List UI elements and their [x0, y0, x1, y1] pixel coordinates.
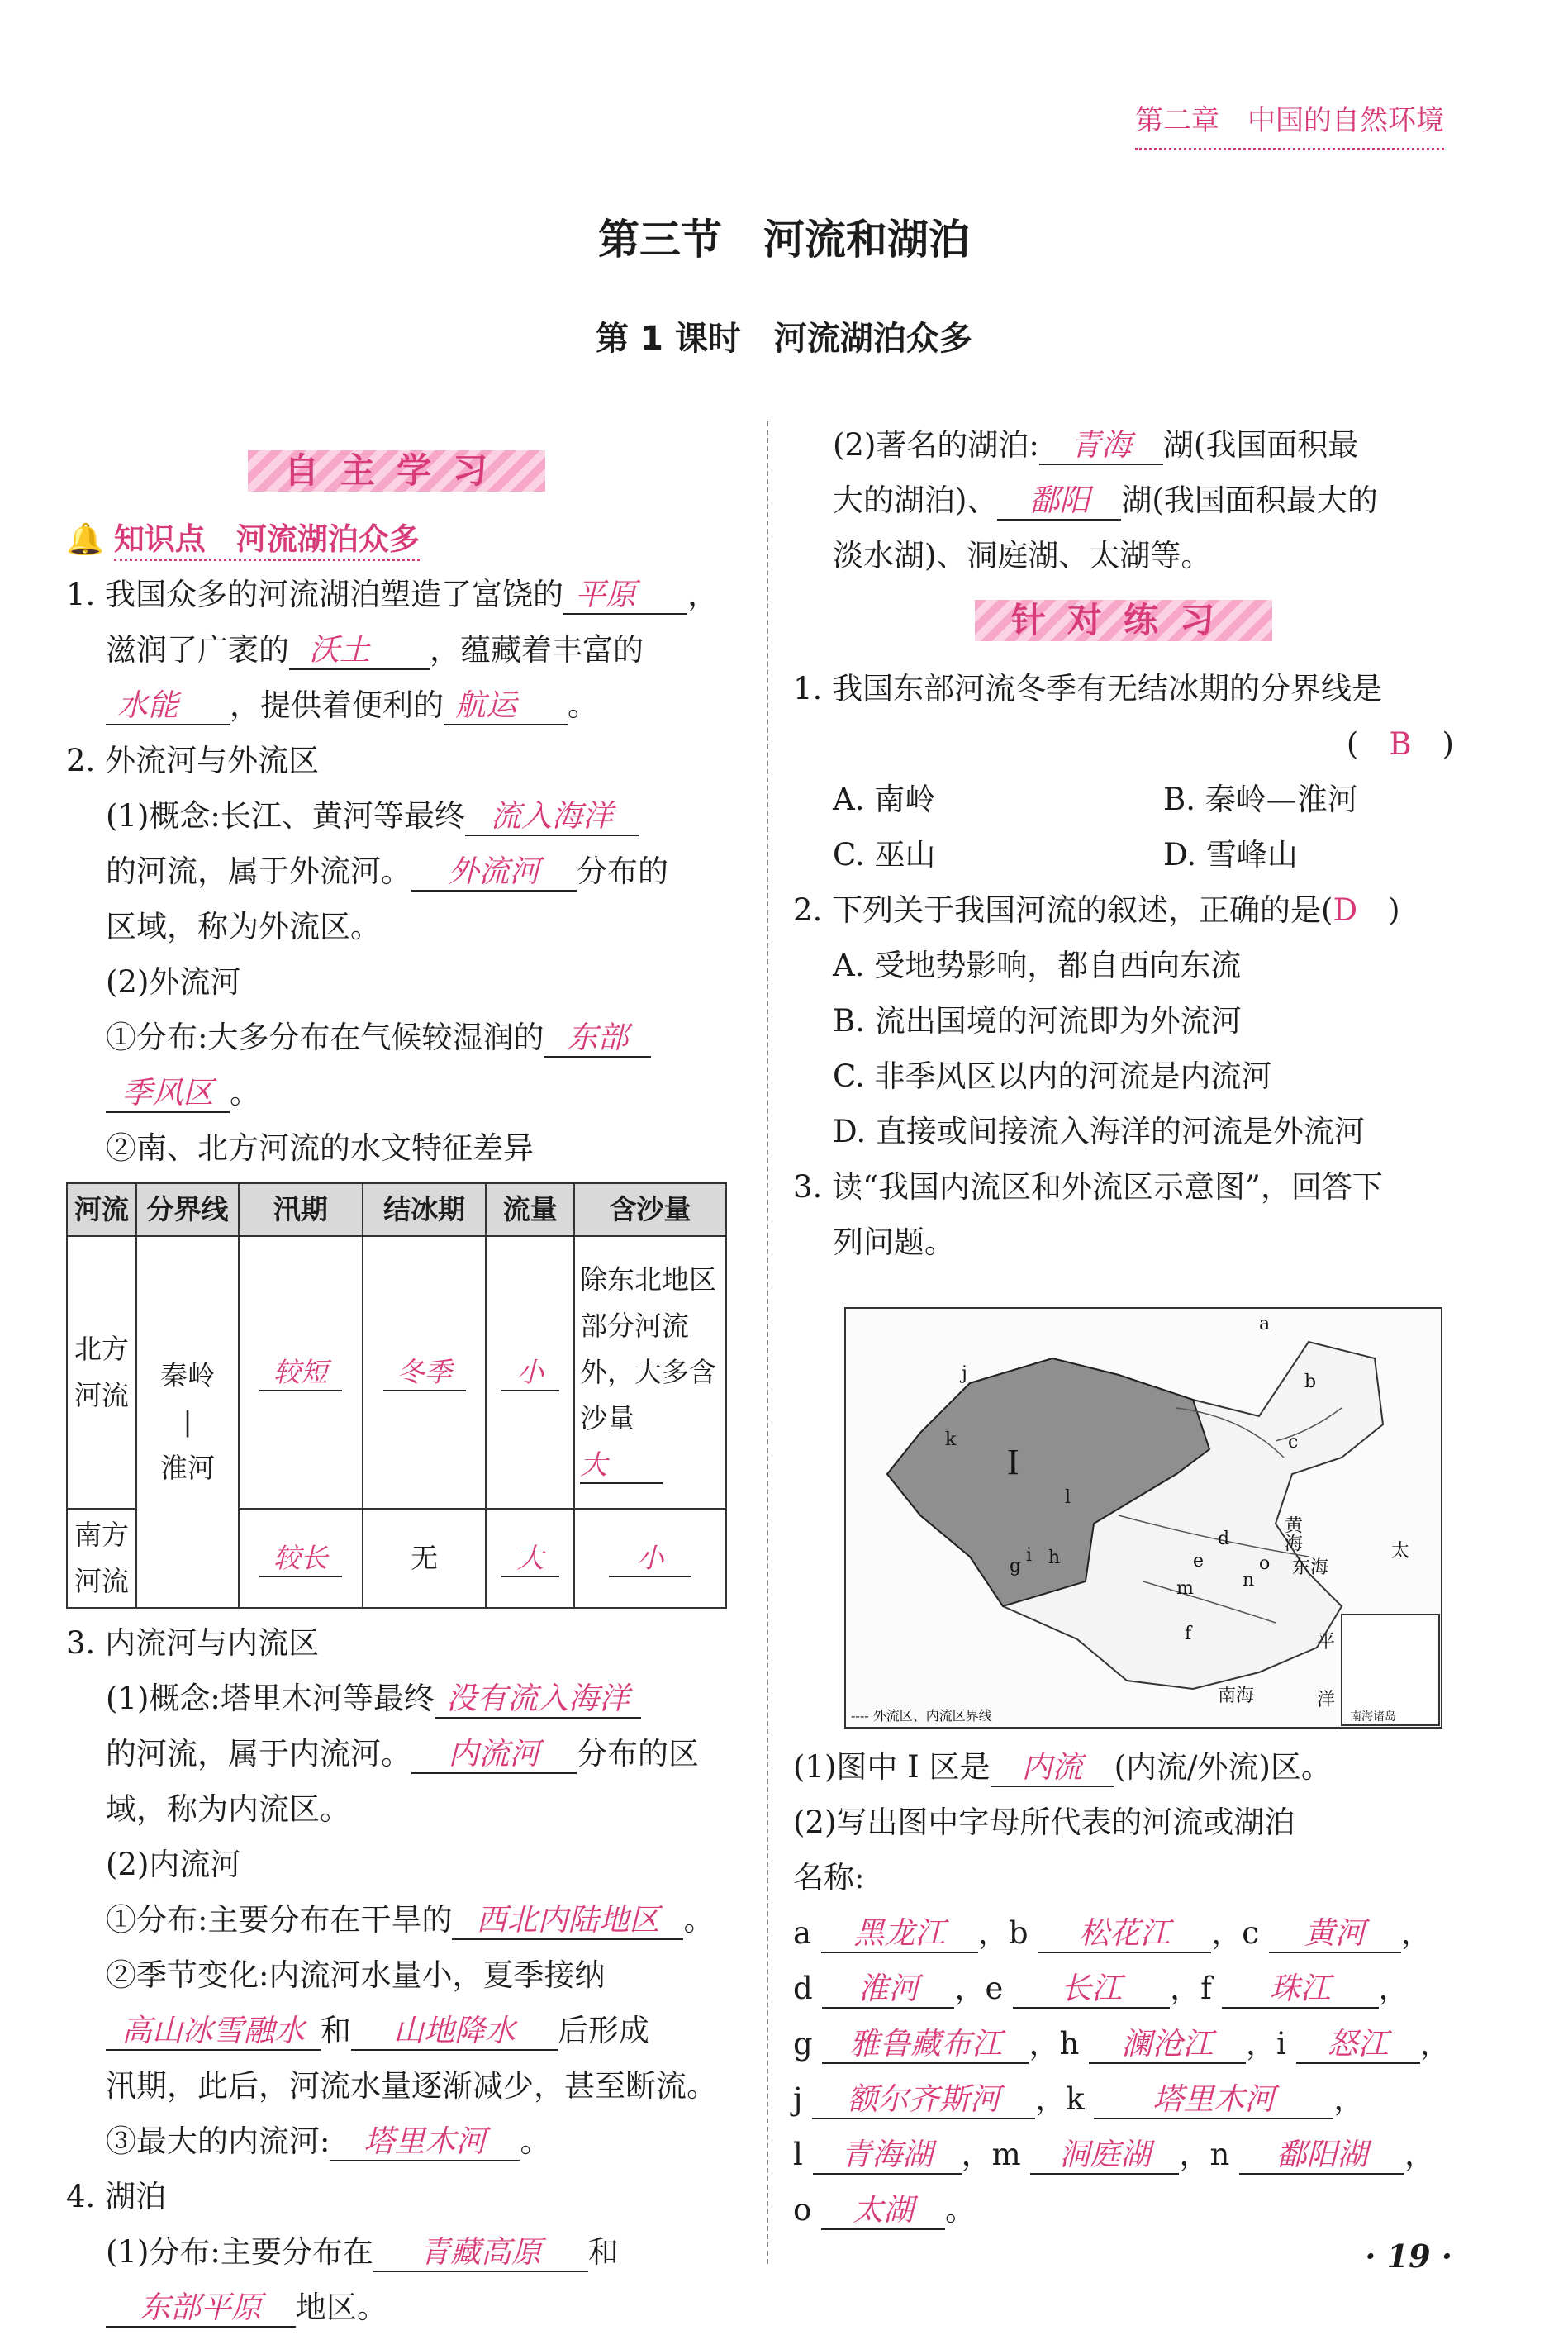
label-l: l	[1065, 1487, 1071, 1508]
china-river-map	[844, 1307, 1442, 1729]
question-2-head: 2. 外流河与外流区	[66, 743, 320, 778]
label-j: j	[962, 1363, 967, 1384]
region-label: I	[1007, 1442, 1019, 1482]
question-1: 1. 我国众多的河流湖泊塑造了富饶的 平原 ， 滋润了广袤的 沃土 ，蕴藏着丰富的 水能 ，提供着便利的 航运 。	[66, 567, 727, 733]
inset-label: 南海诸岛	[1350, 1710, 1396, 1724]
practice-3-answers: (1)图中 I 区是 内流 (内流/外流)区。 (2)写出图中字母所代表的河流或湖泊 名称: a 黑龙江 ，b 松花江 ，c 黄河 ， d 淮河 ，e 长江 ，f 珠江 ， g 雅鲁藏布江 ，h 澜沧江 ，i 怒江 ， j 额尔齐斯河 ，k 塔里木河 ， l 青海湖 ，m 洞庭湖 ，n 鄱阳湖 ， o 太湖 。	[793, 1739, 1454, 2238]
inset-box	[1342, 1615, 1439, 1725]
row-south: 南方河流	[67, 1509, 136, 1608]
label-n: n	[1243, 1570, 1255, 1591]
question-4-body: (1)分布:主要分布在 青藏高原 和 东部平原 地区。	[66, 2224, 727, 2335]
practice-3: 3. 读“我国内流区和外流区示意图”，回答下	[793, 1169, 1383, 1205]
question-3-head: 3. 内流河与内流区	[66, 1625, 320, 1661]
question-3-body: (1)概念:塔里木河等最终 没有流入海洋 的河流，属于内流河。 内流河 分布的区 域，称为内流区。 (2)内流河 ①分布:主要分布在干旱的 西北内陆地区 。 ②季节变化:内流河水量小，夏季接纳 高山冰雪融水 和 山地降水 后形成 汛期，此后，河流水量逐渐减少，甚至断流。 ③最大的内流河: 塔里木河 。	[66, 1671, 727, 2169]
hydrology-table: 河流 分界线 汛期 结冰期 流量 含沙量 北方河流 秦岭 | 淮河 较短 冬季 小 除东北地区部分河流外，大多含沙量 大 南方河流 较长 无 大 小	[66, 1182, 727, 1609]
label-k: k	[945, 1429, 957, 1450]
practice-1: 1. 我国东部河流冬季有无结冰期的分界线是	[793, 671, 1383, 706]
sea-nanhai: 南海	[1218, 1686, 1255, 1706]
section-title: 第三节 河流和湖泊	[598, 216, 970, 264]
column-divider	[767, 421, 768, 2264]
bell-icon: 🔔	[66, 521, 105, 557]
practice-1-options: A. 南岭 B. 秦岭—淮河 C. 巫山 D. 雪峰山	[833, 782, 1358, 873]
label-d: d	[1218, 1529, 1230, 1549]
label-e: e	[1193, 1551, 1205, 1572]
label-c: c	[1288, 1432, 1299, 1453]
label-m: m	[1176, 1578, 1194, 1599]
practice-2: 2. 下列关于我国河流的叙述，正确的是(D )	[793, 892, 1400, 928]
label-i: i	[1026, 1545, 1033, 1566]
chapter-header: 第二章 中国的自然环境	[1135, 97, 1444, 150]
ocean-1: 太	[1391, 1541, 1410, 1562]
sea-huanghai: 黄海	[1281, 1515, 1303, 1552]
question-4-head: 4. 湖泊	[66, 2179, 167, 2214]
map-svg	[846, 1309, 1441, 1727]
page-number: · 19 ·	[1365, 2238, 1452, 2275]
ocean-2: 平	[1317, 1632, 1336, 1653]
left-column	[66, 434, 727, 2335]
label-o: o	[1259, 1553, 1271, 1574]
label-g: g	[1010, 1556, 1022, 1576]
map-legend: ---- 外流区、内流区界线	[851, 1708, 992, 1724]
answer-1: B	[1389, 726, 1412, 762]
label-f: f	[1185, 1624, 1192, 1644]
right-column: (2)著名的湖泊: 青海 湖(我国面积最 大的湖泊)、 鄱阳 湖(我国面积最大的 淡水湖)、洞庭湖、太湖等。 针对练习 1. 我国东部河流冬季有无结冰期的分界线是 ( B ) A. 南岭 B. 秦岭—淮河 C. 巫山 D. 雪峰山 2. 下列关于我国河流的叙述，正确的是(D ) A. 受地势影响，都自西向东流 B. 流出国境的河流即为外流河 C. 非季风区以内的河流是内流河 D. 直接或间接流入海洋的河流是外流河 3. 读“我国内流区和外流区示意图”，回答下 列问题。	[793, 417, 1454, 1270]
label-b: b	[1304, 1372, 1317, 1392]
sea-donghai: 东海	[1292, 1557, 1329, 1578]
label-h: h	[1048, 1548, 1061, 1568]
banner-self-study: 自主学习	[248, 445, 545, 497]
lesson-subtitle: 第 1 课时 河流湖泊众多	[596, 320, 972, 358]
knowledge-point: 知识点 河流湖泊众多	[114, 521, 420, 561]
question-4-cont: (2)著名的湖泊: 青海 湖(我国面积最 大的湖泊)、 鄱阳 湖(我国面积最大的 淡水湖)、洞庭湖、太湖等。	[833, 427, 1378, 573]
banner-practice: 针对练习	[975, 595, 1272, 646]
row-north: 北方河流	[67, 1236, 136, 1509]
label-a: a	[1259, 1314, 1271, 1334]
ocean-3: 洋	[1317, 1690, 1336, 1710]
practice-2-options: A. 受地势影响，都自西向东流 B. 流出国境的河流即为外流河 C. 非季风区以内的河流是内流河 D. 直接或间接流入海洋的河流是外流河	[833, 948, 1365, 1149]
question-2-body: (1)概念:长江、黄河等最终 流入海洋 的河流，属于外流河。 外流河 分布的 区域，称为外流区。 (2)外流河 ①分布:大多分布在气候较湿润的 东部 季风区 。 ②南、北方河流的水文特征差异	[106, 798, 668, 1166]
